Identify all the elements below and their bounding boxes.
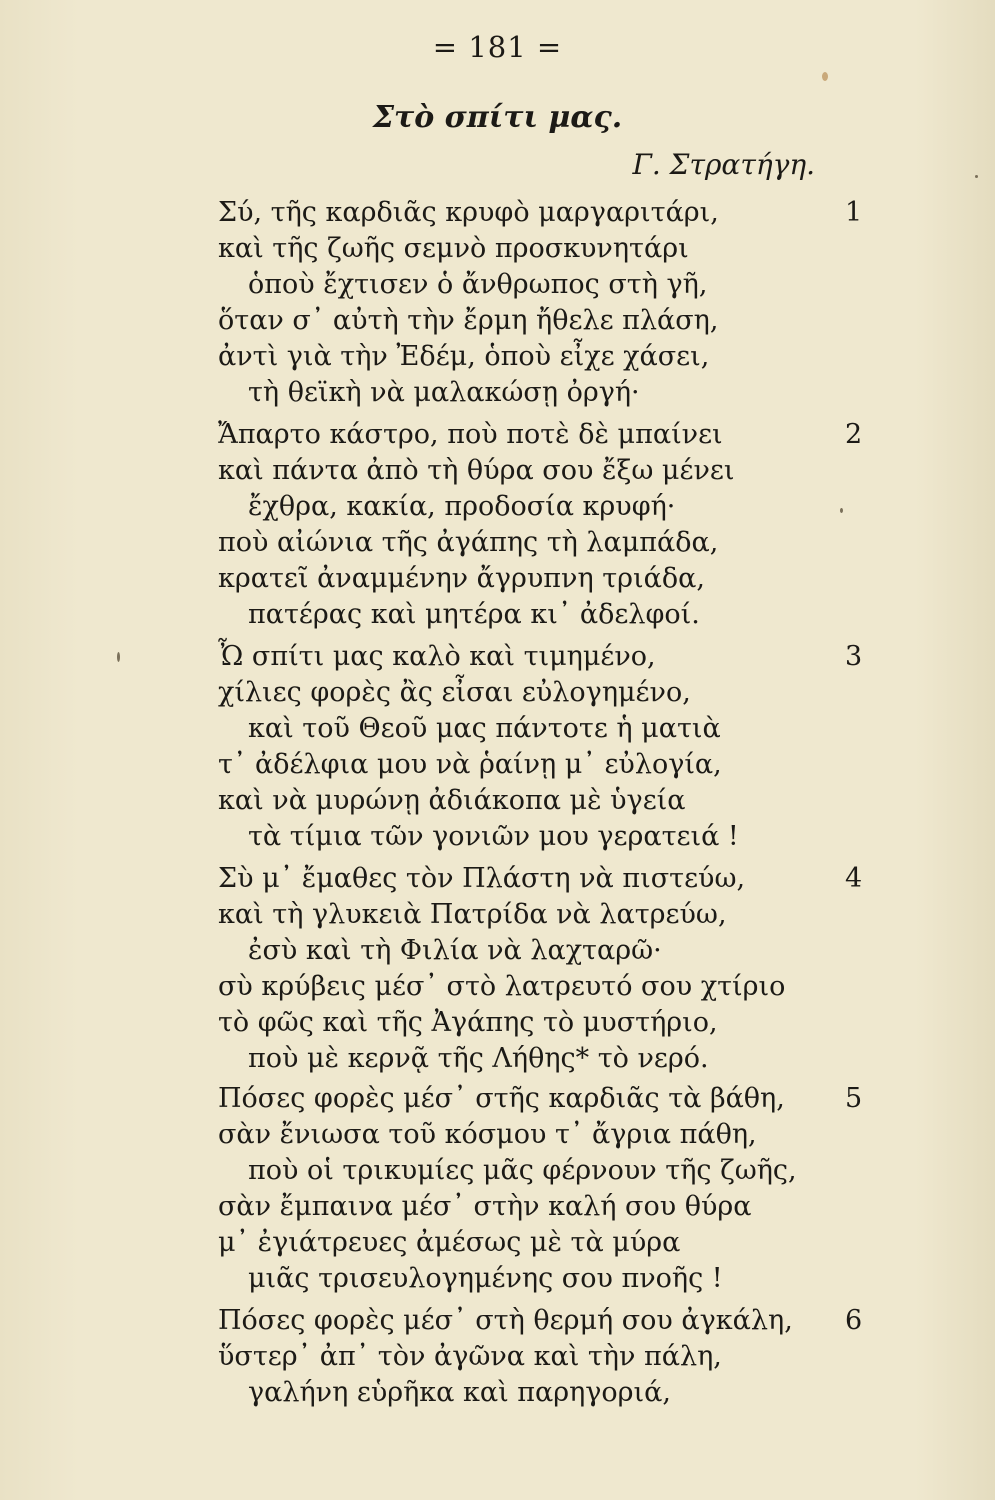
verse-line: πατέρας καὶ μητέρα κι᾽ ἀδελφοί. [248,599,700,630]
verse-line: χίλιες φορὲς ἂς εἶσαι εὐλογημένο, [218,677,691,708]
stanza-number: 5 [845,1083,863,1114]
stanza-number: 6 [845,1305,863,1336]
verse-line: Ἄπαρτο κάστρο, ποὺ ποτὲ δὲ μπαίνει [218,419,723,450]
verse-line: γαλήνη εὑρῆκα καὶ παρηγοριά, [248,1377,671,1408]
stanza-number: 1 [845,197,863,228]
verse-line: μιᾶς τρισευλογημένης σου πνοῆς ! [248,1263,723,1294]
verse-line: καὶ νὰ μυρώνῃ ἀδιάκοπα μὲ ὑγεία [218,785,686,816]
print-speck [975,175,978,178]
poem-author: Γ. Στρατήγη. [632,148,815,181]
verse-line: σὰν ἔνιωσα τοῦ κόσμου τ᾽ ἄγρια πάθη, [218,1119,757,1150]
verse-line: ὁποὺ ἔχτισεν ὁ ἄνθρωπος στὴ γῆ, [248,269,708,300]
verse-line: ὕστερ᾽ ἀπ᾽ τὸν ἀγῶνα καὶ τὴν πάλη, [218,1341,722,1372]
poem-title: Στὸ σπίτι μας. [372,100,623,135]
verse-line: Σύ, τῆς καρδιᾶς κρυφὸ μαργαριτάρι, [218,197,719,228]
verse-line: σὺ κρύβεις μέσ᾽ στὸ λατρευτό σου χτίριο [218,971,786,1002]
verse-line: κρατεῖ ἀναμμένην ἄγρυπνη τριάδα, [218,563,705,594]
verse-line: Πόσες φορὲς μέσ᾽ στὴ θερμή σου ἀγκάλη, [218,1305,793,1336]
verse-line: ἔχθρα, κακία, προδοσία κρυφή· [248,491,676,522]
print-speck [822,72,828,81]
verse-line: καὶ πάντα ἀπὸ τὴ θύρα σου ἔξω μένει [218,455,735,486]
verse-line: Σὺ μ᾽ ἔμαθες τὸν Πλάστη νὰ πιστεύω, [218,863,746,894]
verse-line: ποὺ μὲ κερνᾷ τῆς Λήθης* τὸ νερό. [248,1043,709,1074]
verse-line: ποὺ αἰώνια τῆς ἀγάπης τὴ λαμπάδα, [218,527,719,558]
verse-line: τὴ θεϊκὴ νὰ μαλακώσῃ ὀργή· [248,377,640,408]
verse-line: τ᾽ ἀδέλφια μου νὰ ῥαίνῃ μ᾽ εὐλογία, [218,749,722,780]
verse-line: καὶ τῆς ζωῆς σεμνὸ προσκυνητάρι [218,233,689,264]
print-speck [117,652,120,662]
verse-line: ποὺ οἱ τρικυμίες μᾶς φέρνουν τῆς ζωῆς, [248,1155,797,1186]
page-number: = 181 = [432,30,563,64]
verse-line: τὸ φῶς καὶ τῆς Ἀγάπης τὸ μυστήριο, [218,1007,718,1038]
verse-line: σὰν ἔμπαινα μέσ᾽ στὴν καλή σου θύρα [218,1191,752,1222]
stanza-number: 2 [845,419,863,450]
verse-line: Ὦ σπίτι μας καλὸ καὶ τιμημένο, [218,641,656,672]
verse-line: καὶ τὴ γλυκειὰ Πατρίδα νὰ λατρεύω, [218,899,727,930]
verse-line: καὶ τοῦ Θεοῦ μας πάντοτε ἡ ματιὰ [248,713,721,744]
verse-line: ἐσὺ καὶ τὴ Φιλία νὰ λαχταρῶ· [248,935,662,966]
print-speck [840,508,843,513]
verse-line: Πόσες φορὲς μέσ᾽ στῆς καρδιᾶς τὰ βάθη, [218,1083,785,1114]
verse-line: τὰ τίμια τῶν γονιῶν μου γερατειά ! [248,821,739,852]
stanza-number: 3 [845,641,863,672]
verse-line: μ᾽ ἐγιάτρευες ἀμέσως μὲ τὰ μύρα [218,1227,681,1258]
stanza-number: 4 [845,863,863,894]
verse-line: ὅταν σ᾽ αὐτὴ τὴν ἔρμη ἤθελε πλάση, [218,305,719,336]
verse-line: ἀντὶ γιὰ τὴν Ἐδέμ, ὁποὺ εἶχε χάσει, [218,341,710,372]
